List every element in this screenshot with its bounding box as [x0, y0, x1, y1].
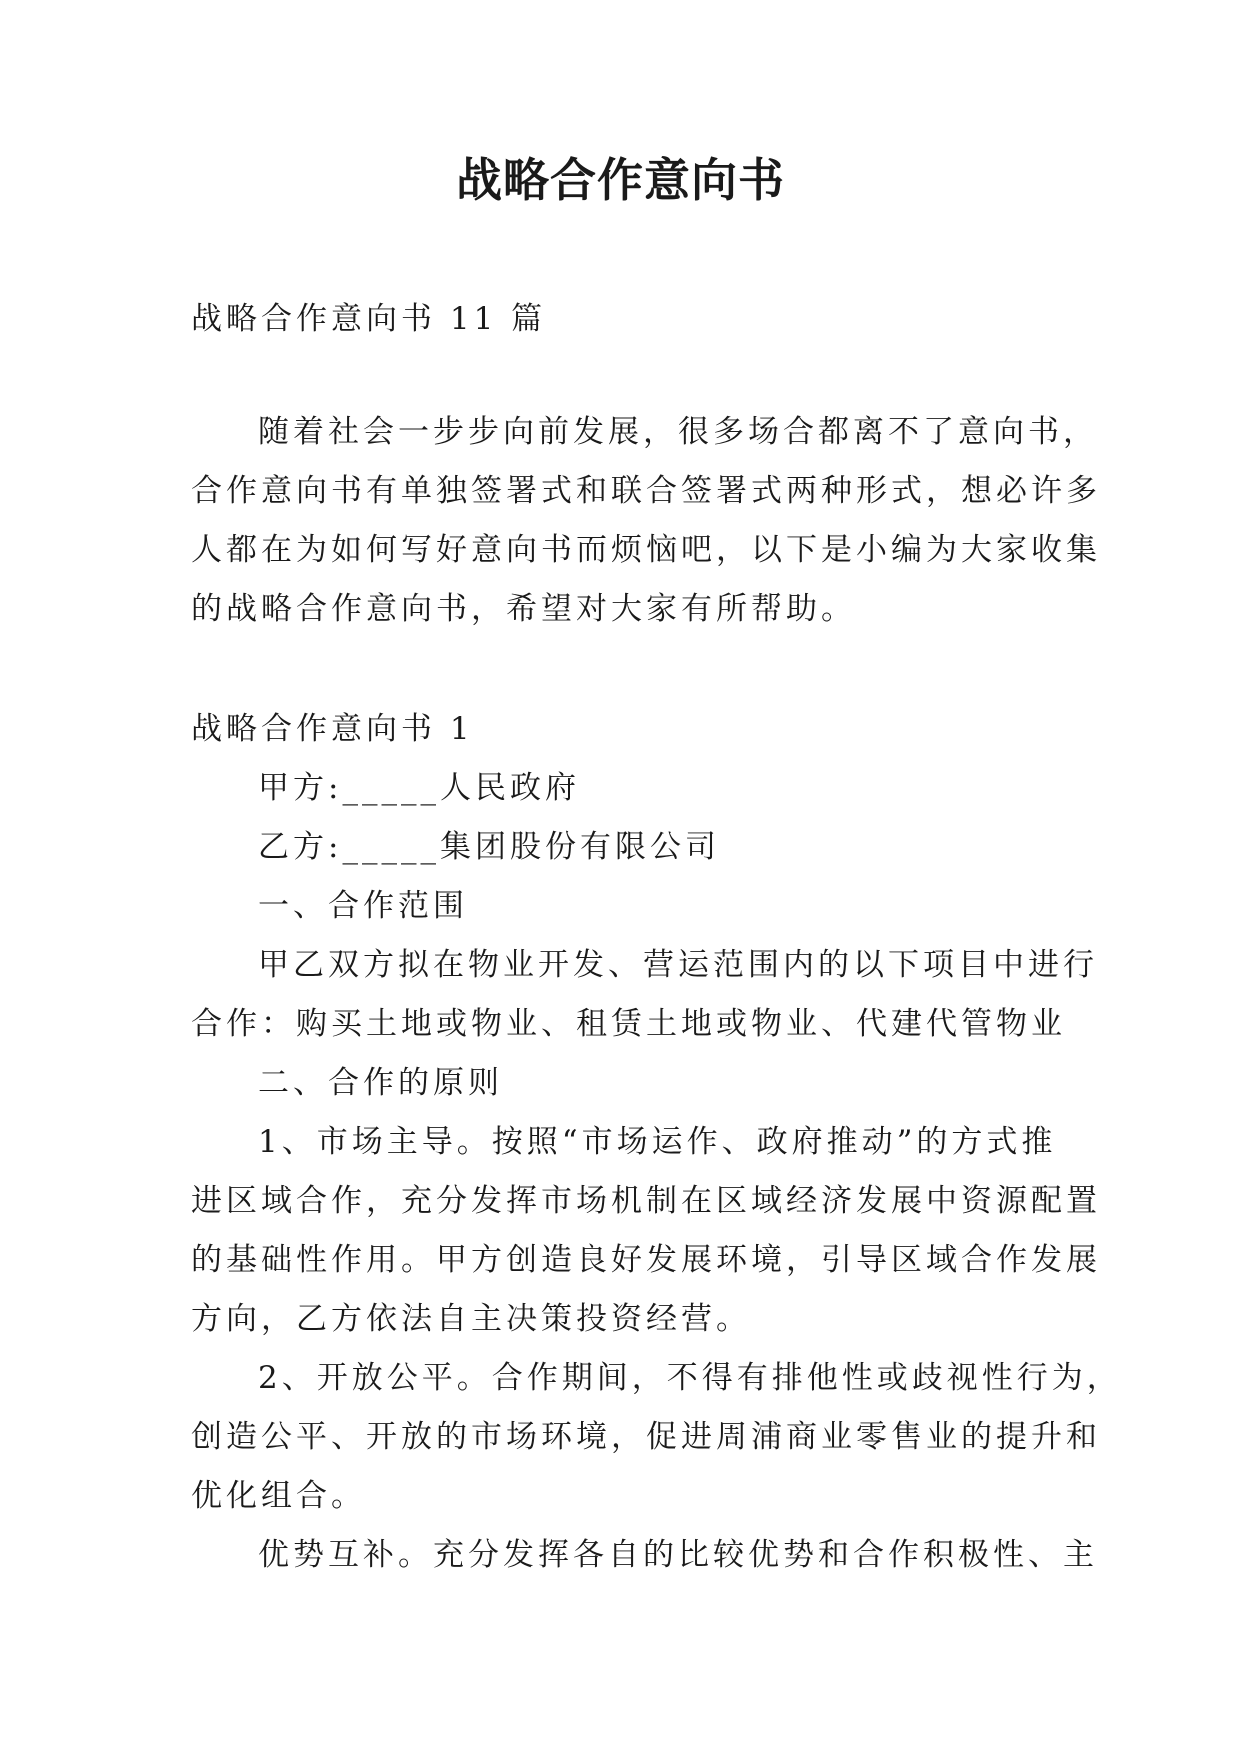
body-line: 1、市场主导。按照“市场运作、政府推动”的方式推 — [258, 1124, 1057, 1160]
section-1 — [191, 700, 1122, 1585]
body-line: 创造公平、开放的市场环境，促进周浦商业零售业的提升和 — [191, 1419, 1101, 1455]
body-line: 进区域合作，充分发挥市场机制在区域经济发展中资源配置 — [191, 1183, 1101, 1219]
subtitle-line: 战略合作意向书 11 篇 — [191, 301, 547, 337]
clause-heading-scope: 一、合作范围 — [258, 888, 468, 924]
body-line: 合作：购买土地或物业、租赁土地或物业、代建代管物业 — [191, 1006, 1066, 1042]
intro-line: 的战略合作意向书，希望对大家有所帮助。 — [191, 591, 856, 627]
party-a-line: 甲方:_____人民政府 — [258, 770, 580, 806]
intro-line: 合作意向书有单独签署式和联合签署式两种形式，想必许多 — [191, 473, 1101, 509]
party-b-line: 乙方:_____集团股份有限公司 — [258, 829, 720, 865]
section-heading: 战略合作意向书 1 — [191, 711, 474, 747]
body-line: 方向，乙方依法自主决策投资经营。 — [191, 1301, 751, 1337]
body-line: 优势互补。充分发挥各自的比较优势和合作积极性、主 — [258, 1537, 1098, 1573]
body-line: 2、开放公平。合作期间，不得有排他性或歧视性行为， — [258, 1360, 1122, 1396]
intro-line: 随着社会一步步向前发展，很多场合都离不了意向书， — [258, 414, 1098, 450]
document-subtitle — [191, 290, 1061, 349]
document-title: 战略合作意向书 — [456, 153, 785, 207]
intro-paragraph — [191, 403, 1101, 639]
intro-line: 人都在为如何写好意向书而烦恼吧，以下是小编为大家收集 — [191, 532, 1101, 568]
body-line: 优化组合。 — [191, 1478, 366, 1514]
body-line: 的基础性作用。甲方创造良好发展环境，引导区域合作发展 — [191, 1242, 1101, 1278]
body-line: 甲乙双方拟在物业开发、营运范围内的以下项目中进行 — [258, 947, 1098, 983]
clause-heading-principles: 二、合作的原则 — [258, 1065, 503, 1101]
